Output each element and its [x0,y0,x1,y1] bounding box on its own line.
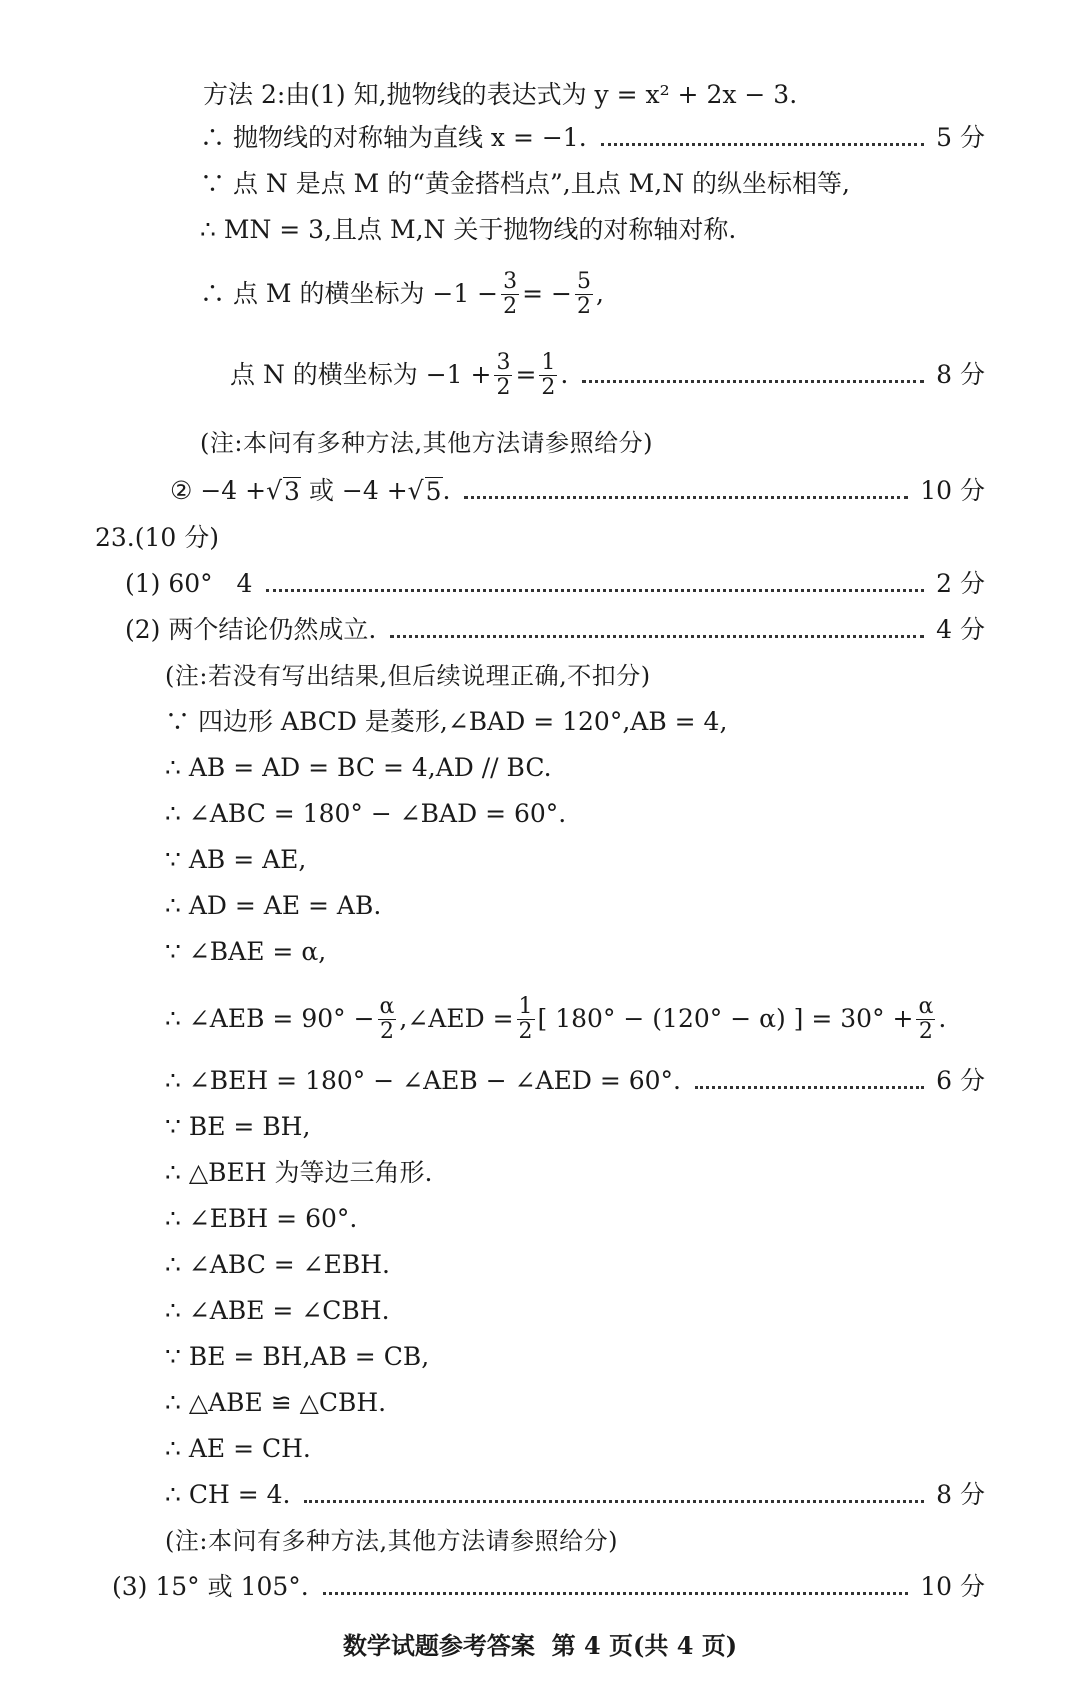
point-n-abscissa-line: 点 N 的横坐标为 −1 + $\frac{3}{2}$ = $\frac{1}{2}$ . 8 分 [230,350,985,400]
fraction: $\frac{3}{2}$ [503,269,518,319]
proof-line: ∴ AD = AE = AB. [165,891,382,920]
proof-line: ∴ △BEH 为等边三角形. [165,1158,433,1187]
dot-leader [323,1592,909,1595]
score-label: 5 分 [936,123,985,152]
score-label: 4 分 [936,615,985,644]
ch-equals-4-line: ∴ CH = 4. 8 分 [165,1472,985,1518]
proof-line: ∴ △ABE ≌ △CBH. [165,1388,387,1417]
fraction: $\frac{\alpha}{2}$ [379,994,395,1044]
proof-line: ∴ AB = AD = BC = 4,AD // BC. [165,753,552,782]
sqrt-symbol: √ [266,476,283,505]
proof-line: ∴ AE = CH. [165,1434,311,1463]
angle-beh-line: ∴ ∠BEH = 180° − ∠AEB − ∠AED = 60°. 6 分 [165,1058,985,1104]
fraction: $\frac{1}{2}$ [541,350,556,400]
proof-line: ∵ ∠BAE = α, [165,937,327,966]
dot-leader [601,143,925,146]
q23-part-3-answer: (3) 15° 或 105°. 10 分 [112,1564,985,1610]
score-label: 10 分 [920,1572,985,1601]
proof-line: ∵ BE = BH,AB = CB, [165,1342,430,1371]
part-2-answer-line: ② −4 + √ 3 或 −4 + √ 5 . 10 分 [170,468,985,514]
proof-line: ∵ AB = AE, [165,845,307,874]
dot-leader [464,496,908,499]
proof-line: ∴ ∠ABE = ∠CBH. [165,1296,390,1325]
dot-leader [304,1500,924,1503]
score-label: 10 分 [920,476,985,505]
score-label: 2 分 [936,569,985,598]
angle-aeb-aed-line: ∴ ∠AEB = 90° − $\frac{\alpha}{2}$ ,∠AED = $\frac{1}{2}$ [ 180° − (120° − α) ] = 30° + $\frac{\alpha}{2}$ . [165,994,947,1044]
fraction: $\frac{1}{2}$ [518,994,533,1044]
proof-line: ∵ BE = BH, [165,1112,311,1141]
score-label: 8 分 [936,360,985,389]
method-2-intro: 方法 2:由(1) 知,抛物线的表达式为 y = x² + 2x − 3. [203,80,798,109]
proof-line: ∴ ∠EBH = 60°. [165,1204,358,1233]
dot-leader [695,1086,924,1089]
dot-leader [582,380,924,383]
fraction: $\frac{3}{2}$ [496,350,511,400]
q23-part-1-answer: (1) 60° 4 2 分 [125,561,985,607]
score-label: 6 分 [936,1066,985,1095]
mn-symmetric-line: ∴ MN = 3,且点 M,N 关于抛物线的对称轴对称. [200,215,737,244]
dot-leader [266,589,924,592]
note-no-deduction: (注:若没有写出结果,但后续说理正确,不扣分) [165,662,651,690]
sqrt-symbol: √ [407,476,424,505]
axis-of-symmetry-line: ∴ 抛物线的对称轴为直线 x = −1. 5 分 [200,115,985,161]
note-multiple-methods: (注:本问有多种方法,其他方法请参照给分) [165,1527,618,1555]
score-label: 8 分 [936,1480,985,1509]
proof-line: ∴ ∠ABC = 180° − ∠BAD = 60°. [165,799,567,828]
fraction: $\frac{5}{2}$ [576,269,591,319]
question-23-heading: 23.(10 分) [95,523,220,552]
proof-line: ∵ 四边形 ABCD 是菱形,∠BAD = 120°,AB = 4, [165,707,728,736]
proof-line: ∴ ∠ABC = ∠EBH. [165,1250,390,1279]
q23-part-2-conclusion: (2) 两个结论仍然成立. 4 分 [125,607,985,653]
golden-partner-premise: ∵ 点 N 是点 M 的“黄金搭档点”,且点 M,N 的纵坐标相等, [200,169,850,198]
fraction: $\frac{\alpha}{2}$ [918,994,934,1044]
page-footer: 数学试题参考答案 第 4 页(共 4 页) [342,1631,738,1660]
note-multiple-methods: (注:本问有多种方法,其他方法请参照给分) [200,429,653,457]
point-m-abscissa-line: ∴ 点 M 的横坐标为 −1 − $\frac{3}{2}$ = − $\frac{5}{2}$ , [200,269,604,319]
dot-leader [390,635,924,638]
